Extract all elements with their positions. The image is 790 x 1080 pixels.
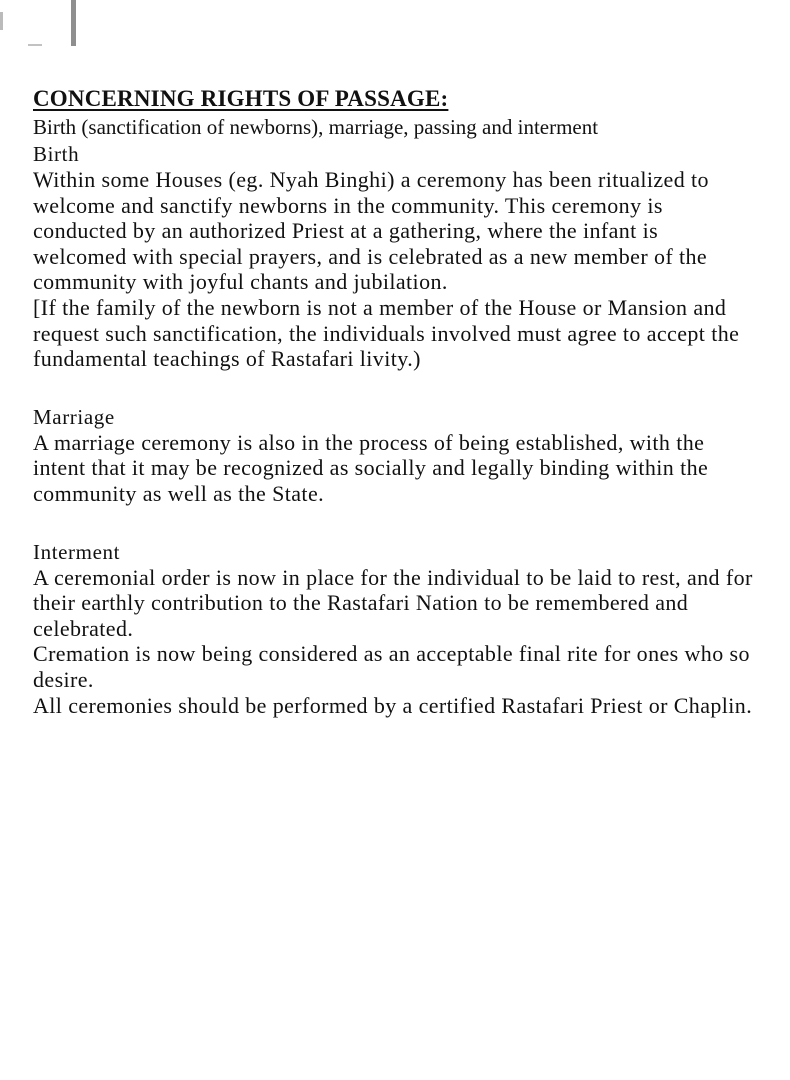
section-title-marriage: Marriage [33, 404, 115, 429]
section-spacer [33, 372, 763, 404]
scan-artifact-bar [71, 0, 76, 46]
interment-paragraph-2: Cremation is now being considered as an acceptable final rite for ones who so desire. [33, 641, 750, 692]
scan-artifact-dot [28, 44, 42, 46]
birth-paragraph-2: [If the family of the newborn is not a member of the House or Mansion and request such sanctification, the individuals involved must agree to accept the fundamental teachings of Rastafari livity.) [33, 294, 740, 372]
marriage-paragraph-1: A marriage ceremony is also in the process of being established, with the intent that it may be recognized as socially and legally binding within the community as well as the State. [33, 429, 709, 506]
section-interment [33, 539, 763, 719]
section-spacer [33, 507, 763, 539]
interment-paragraph-1: A ceremonial order is now in place for the individual to be laid to rest, and for their earthly contribution to the Rastafari Nation to be remembered and celebrated. [33, 564, 753, 641]
section-birth [33, 141, 763, 372]
document-subtitle: Birth (sanctification of newborns), marriage, passing and interment [33, 115, 599, 139]
birth-paragraph-1: Within some Houses (eg. Nyah Binghi) a ceremony has been ritualized to welcome and sanctify newborns in the community. This ceremony is conducted by an authorized Priest at a gathering, where the infant is welcomed with special prayers, and is celebrated as a new member of the community with joyful chants and jubilation. [33, 167, 709, 295]
interment-paragraph-3: All ceremonies should be performed by a certified Rastafari Priest or Chaplin. [33, 692, 753, 718]
section-marriage [33, 404, 763, 507]
scan-artifact-left [0, 12, 3, 30]
section-title-birth: Birth [33, 142, 80, 166]
section-title-interment: Interment [33, 539, 121, 564]
document-heading: CONCERNING RIGHTS OF PASSAGE: [33, 86, 449, 111]
document-page [33, 84, 763, 718]
